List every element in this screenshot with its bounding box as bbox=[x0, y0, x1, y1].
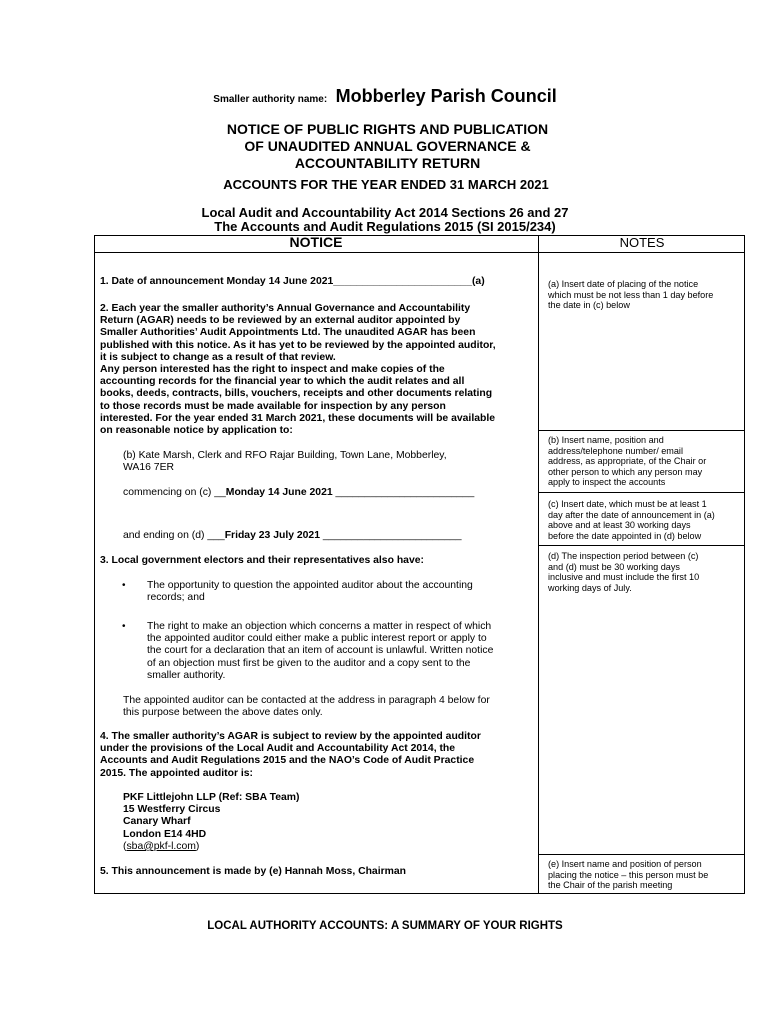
ending-prefix: and ending on (d) ___ bbox=[123, 530, 225, 541]
note-b-line: other person to which any person may bbox=[548, 466, 703, 477]
notice-title bbox=[0, 121, 770, 172]
bullet-1-line: The opportunity to question the appointed auditor about the accounting bbox=[147, 580, 473, 591]
bullet-marker: • bbox=[122, 621, 126, 632]
notice-column-heading: NOTICE bbox=[289, 234, 343, 250]
note-d-line: inclusive and must include the first 10 bbox=[548, 572, 700, 582]
bullet-2-line: the appointed auditor could either make a public interest report or apply to bbox=[147, 633, 487, 645]
note-e-line: the Chair of the parish meeting bbox=[548, 880, 673, 890]
auditor-email-link[interactable]: sba@pkf-l.com bbox=[126, 840, 196, 852]
paragraph-2-line: accounting records for the financial year to which the audit relates and all bbox=[100, 376, 465, 388]
paragraph-2-line: 2. Each year the smaller authority’s Annual Governance and Accountability bbox=[100, 303, 471, 314]
address-line: PKF Littlejohn LLP (Ref: SBA Team) bbox=[123, 792, 300, 803]
auditor-contact-line: The appointed auditor can be contacted at the address in paragraph 4 below for bbox=[123, 695, 490, 706]
address-line: Canary Wharf bbox=[123, 816, 191, 828]
notes-separator bbox=[539, 492, 745, 493]
column-divider bbox=[538, 235, 539, 894]
note-d-line: working days of July. bbox=[548, 582, 632, 593]
authority-label: Smaller authority name: bbox=[213, 94, 328, 105]
accounts-year-subtitle: ACCOUNTS FOR THE YEAR ENDED 31 MARCH 2021 bbox=[223, 177, 549, 192]
ending-date-line bbox=[123, 530, 534, 542]
notes-separator bbox=[539, 430, 745, 431]
note-a-line: (a) Insert date of placing of the notice bbox=[548, 279, 699, 289]
bullet-2-line: of an objection must first be given to the auditor and a copy sent to the bbox=[147, 657, 471, 669]
address-line: 15 Westferry Circus bbox=[123, 804, 221, 816]
header-row-divider bbox=[94, 252, 745, 253]
note-b-line: (b) Insert name, position and bbox=[548, 435, 664, 445]
paragraph-2-line: on reasonable notice by application to: bbox=[100, 425, 293, 437]
ending-date: Friday 23 July 2021 bbox=[224, 530, 320, 541]
email-open-paren: ( bbox=[123, 840, 127, 852]
paragraph-4-line: 2015. The appointed auditor is: bbox=[100, 767, 253, 779]
note-e bbox=[548, 859, 737, 891]
bullet-2-line: smaller authority. bbox=[147, 669, 226, 681]
authority-name-line bbox=[0, 86, 770, 107]
note-d-line: and (d) must be 30 working days bbox=[548, 561, 680, 572]
note-e-line: (e) Insert name and position of person bbox=[548, 859, 702, 869]
note-e-line: placing the notice – this person must be bbox=[548, 869, 709, 880]
note-c-line: (c) Insert date, which must be at least 1 bbox=[548, 499, 707, 509]
bullet-question-auditor bbox=[147, 580, 534, 604]
paragraph-2-line: published with this notice. As it has yet to be reviewed by the appointed auditor, bbox=[100, 339, 496, 351]
ending-suffix: ________________________ bbox=[320, 530, 462, 541]
commencing-date: Monday 14 June 2021 bbox=[225, 487, 333, 498]
paragraph-4-line: under the provisions of the Local Audit and Accountability Act 2014, the bbox=[100, 743, 456, 755]
email-close-paren: ) bbox=[195, 840, 200, 852]
note-d-line: (d) The inspection period between (c) bbox=[548, 551, 699, 561]
commencing-suffix: ________________________ bbox=[332, 487, 475, 498]
auditor-address bbox=[123, 792, 534, 853]
paragraph-4-line: 4. The smaller authority’s AGAR is subject to review by the appointed auditor bbox=[100, 731, 481, 742]
bullet-2-line: The right to make an objection which concerns a matter in respect of which bbox=[147, 621, 492, 632]
note-b-line: address, as appropriate, of the Chair or bbox=[548, 456, 707, 466]
inspection-contact bbox=[123, 450, 534, 474]
notes-separator bbox=[539, 854, 745, 855]
title-line-1: NOTICE OF PUBLIC RIGHTS AND PUBLICATION bbox=[226, 121, 549, 137]
note-a-line: the date in (c) below bbox=[548, 300, 630, 310]
authority-name: Mobberley Parish Council bbox=[335, 86, 557, 106]
contact-line-1: (b) Kate Marsh, Clerk and RFO Rajar Building, Town Lane, Mobberley, bbox=[123, 450, 447, 461]
note-c-line: above and at least 30 working days bbox=[548, 520, 691, 530]
paragraph-2-line: Any person interested has the right to inspect and make copies of the bbox=[100, 364, 445, 376]
note-a bbox=[548, 279, 737, 311]
auditor-contact-line: this purpose between the above dates only. bbox=[123, 707, 323, 719]
auditor-email-line bbox=[123, 841, 534, 853]
auditor-contact-note bbox=[123, 695, 536, 719]
paragraph-2-line: Smaller Authorities’ Audit Appointments Ltd. The unaudited AGAR has been bbox=[100, 327, 476, 339]
paragraph-2-line: to those records must be made available for inspection by any person bbox=[100, 400, 446, 412]
contact-line-2: WA16 7ER bbox=[123, 462, 175, 474]
note-d bbox=[548, 551, 737, 593]
note-c-line: before the date appointed in (d) below bbox=[548, 530, 702, 541]
note-c bbox=[548, 499, 737, 541]
bullet-2-line: the court for a declaration that an item of account is unlawful. Written notice bbox=[147, 645, 494, 657]
commencing-date-line bbox=[123, 487, 534, 499]
bullet-1-line: records; and bbox=[147, 592, 205, 604]
paragraph-2-line: it is subject to change as a result of that review. bbox=[100, 351, 336, 363]
paragraph-3-electors-rights: 3. Local government electors and their representatives also have: bbox=[100, 555, 424, 566]
bullet-right-to-object bbox=[147, 621, 534, 682]
paragraph-1-announcement-date: 1. Date of announcement Monday 14 June 2021________________________(a) bbox=[100, 276, 485, 287]
title-line-3: ACCOUNTABILITY RETURN bbox=[294, 155, 481, 171]
act-reference-line-1: Local Audit and Accountability Act 2014 Sections 26 and 27 bbox=[201, 205, 569, 220]
paragraph-4-appointed-auditor bbox=[100, 731, 534, 780]
notes-column-heading: NOTES bbox=[619, 235, 665, 250]
note-b bbox=[548, 435, 737, 488]
paragraph-4-line: Accounts and Audit Regulations 2015 and the NAO’s Code of Audit Practice bbox=[100, 755, 475, 767]
paragraph-2-line: books, deeds, contracts, bills, vouchers, receipts and other documents relating bbox=[100, 388, 493, 400]
note-a-line: which must be not less than 1 day before bbox=[548, 289, 714, 300]
paragraph-2-line: interested. For the year ended 31 March 2021, these documents will be available bbox=[100, 412, 495, 424]
paragraph-5-announcement-by: 5. This announcement is made by (e) Hannah Moss, Chairman bbox=[100, 866, 407, 877]
commencing-prefix: commencing on (c) __ bbox=[123, 487, 226, 498]
title-line-2: OF UNAUDITED ANNUAL GOVERNANCE & bbox=[244, 138, 531, 154]
note-b-line: apply to inspect the accounts bbox=[548, 477, 666, 487]
paragraph-2-line: Return (AGAR) needs to be reviewed by an external auditor appointed by bbox=[100, 315, 461, 327]
note-c-line: day after the date of announcement in (a) bbox=[548, 509, 715, 520]
address-line: London E14 4HD bbox=[123, 828, 207, 840]
act-reference-line-2: The Accounts and Audit Regulations 2015 (SI 2015/234) bbox=[214, 219, 556, 234]
note-b-line: address/telephone number/ email bbox=[548, 445, 683, 456]
paragraph-2-agar-review bbox=[100, 303, 534, 437]
notes-separator bbox=[539, 545, 745, 546]
summary-of-rights-heading: LOCAL AUTHORITY ACCOUNTS: A SUMMARY OF YOUR RIGHTS bbox=[207, 920, 563, 932]
bullet-marker: • bbox=[122, 580, 126, 591]
